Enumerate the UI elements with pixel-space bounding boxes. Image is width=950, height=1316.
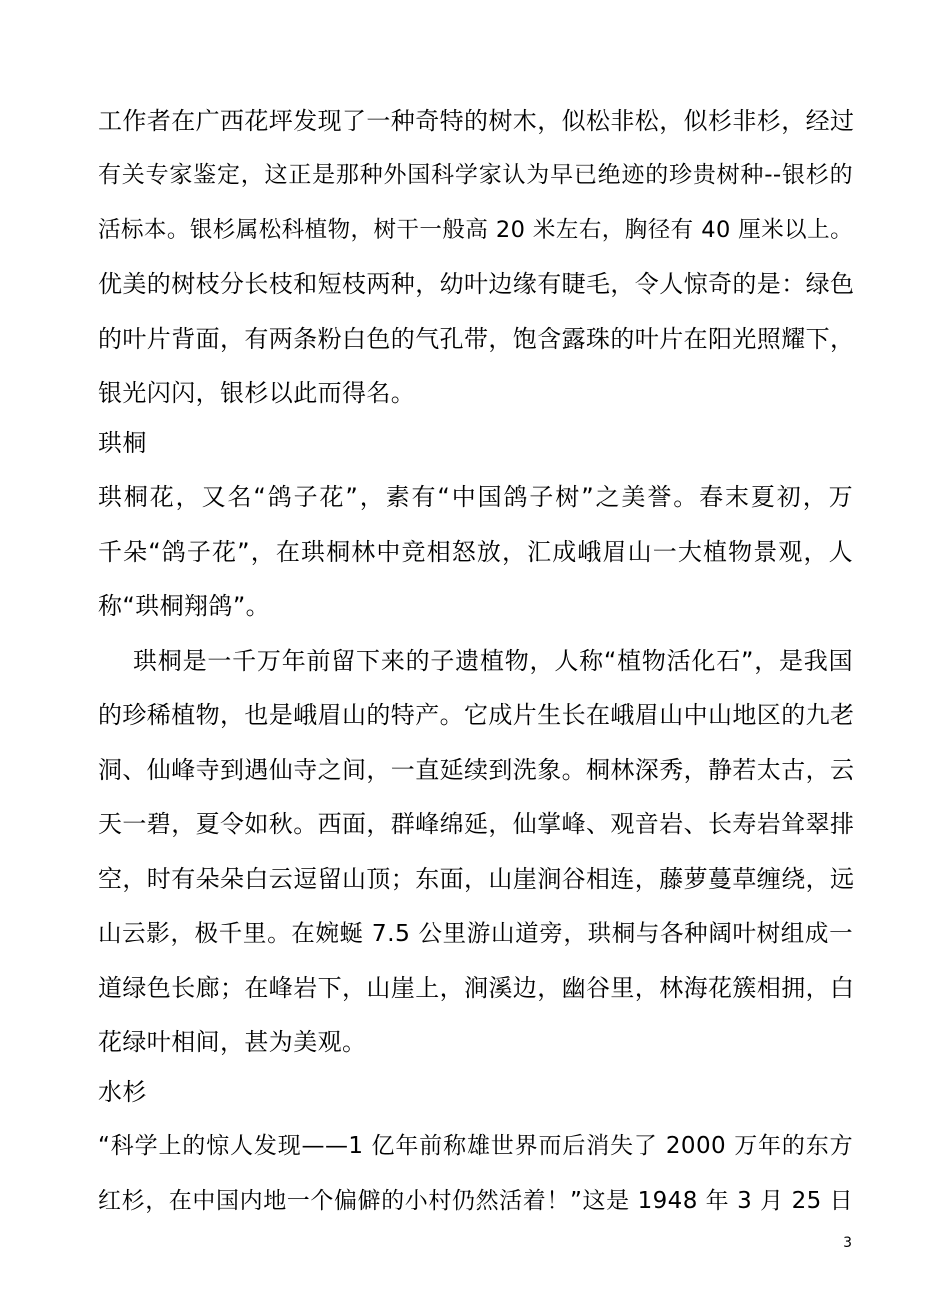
text-line: 天一碧，夏令如秋。西面，群峰绵延，仙掌峰、观音岩、长寿岩耸翠排 [98,810,855,838]
text-line: 的叶片背面，有两条粉白色的气孔带，饱含露珠的叶片在阳光照耀下， [98,325,855,353]
text-line: 洞、仙峰寺到遇仙寺之间，一直延续到洗象。桐林深秀，静若太古，云 [98,756,855,784]
text-line: 活标本。银杉属松科植物，树干一般高 20 米左右，胸径有 40 厘米以上。 [98,217,853,243]
text-line: 的珍稀植物，也是峨眉山的特产。它成片生长在峨眉山中山地区的九老 [98,701,855,729]
page-number: 3 [843,1235,852,1251]
text-line: “科学上的惊人发现——1 亿年前称雄世界而后消失了 2000 万年的东方 [98,1133,853,1159]
text-line: 工作者在广西花坪发现了一种奇特的树木，似松非松，似杉非杉，经过 [98,107,855,135]
text-line: 花绿叶相间，甚为美观。 [98,1028,367,1056]
text-line: 优美的树枝分长枝和短枝两种，幼叶边缘有睫毛，令人惊奇的是：绿色 [98,270,855,298]
text-line: 红杉，在中国内地一个偏僻的小村仍然活着！”这是 1948 年 3 月 25 日 [98,1188,853,1214]
section-heading: 水杉 [98,1078,147,1106]
text-line: 珙桐花，又名“鸽子花”，素有“中国鸽子树”之美誉。春末夏初，万 [98,483,853,511]
text-line: 称“珙桐翔鸽”。 [98,592,271,620]
text-line: 空，时有朵朵白云逗留山顶；东面，山崖涧谷相连，藤萝蔓草缠绕，远 [98,865,855,893]
section-heading: 珙桐 [98,429,147,457]
text-line: 有关专家鉴定，这正是那种外国科学家认为早已绝迹的珍贵树种--银杉的 [98,162,853,188]
text-line: 道绿色长廊；在峰岩下，山崖上，涧溪边，幽谷里，林海花簇相拥，白 [98,974,855,1002]
text-line: 山云影，极千里。在婉蜒 7.5 公里游山道旁，珙桐与各种阔叶树组成一 [98,919,853,947]
text-line: 银光闪闪，银杉以此而得名。 [98,379,416,407]
text-line: 千朵“鸽子花”，在珙桐林中竞相怒放，汇成峨眉山一大植物景观，人 [98,538,853,566]
text-line: 珙桐是一千万年前留下来的子遗植物，人称“植物活化石”，是我国 [133,647,853,675]
